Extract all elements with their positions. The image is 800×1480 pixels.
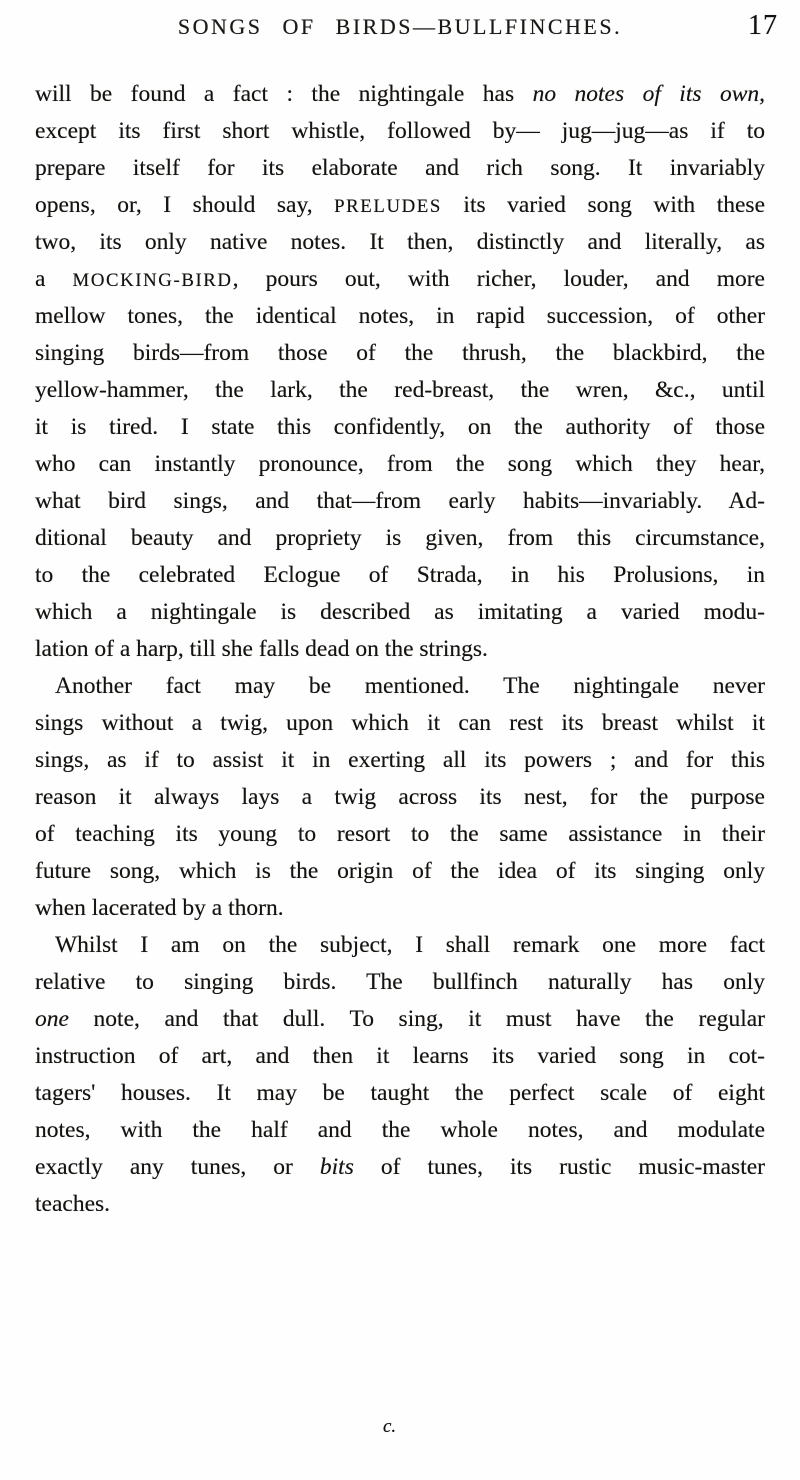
text-block <box>35 76 765 1223</box>
text-line: when lacerated by a thorn. <box>35 895 284 921</box>
text-line: Whilst I am on the subject, I shall remark one more fact <box>55 932 765 958</box>
text-line: singing birds—from those of the thrush, the blackbird, the <box>35 340 765 366</box>
paragraph <box>35 76 765 668</box>
text-line: opens, or, I should say, PRELUDES its varied song with these <box>35 192 765 218</box>
text-line: lation of a harp, till she falls dead on the strings. <box>35 636 488 662</box>
paragraph <box>35 927 765 1223</box>
text-line: who can instantly pronounce, from the song which they hear, <box>35 451 765 477</box>
signature-mark: c. <box>383 1416 397 1437</box>
text-line: Another fact may be mentioned. The nightingale never <box>55 673 765 699</box>
text-line: sings, as if to assist it in exerting all its powers ; and for this <box>35 747 765 773</box>
text-line: of teaching its young to resort to the same assistance in their <box>35 821 765 847</box>
text-line: teaches. <box>35 1191 111 1217</box>
text-line: what bird sings, and that—from early habits—invariably. Ad- <box>35 488 765 514</box>
text-line: will be found a fact : the nightingale has no notes of its own, <box>35 81 765 107</box>
text-line: one note, and that dull. To sing, it must have the regular <box>35 1006 765 1032</box>
text-line: which a nightingale is described as imitating a varied modu- <box>35 599 765 625</box>
text-line: reason it always lays a twig across its nest, for the purpose <box>35 784 765 810</box>
text-line: tagers' houses. It may be taught the perfect scale of eight <box>35 1080 765 1106</box>
text-line: future song, which is the origin of the idea of its singing only <box>35 858 765 884</box>
running-header <box>0 10 800 54</box>
text-line: exactly any tunes, or bits of tunes, its rustic music-master <box>35 1154 765 1180</box>
text-line: relative to singing birds. The bullfinch naturally has only <box>35 969 765 995</box>
text-line: it is tired. I state this confidently, on the authority of those <box>35 414 765 440</box>
text-line: sings without a twig, upon which it can rest its breast whilst it <box>35 710 765 736</box>
text-line: instruction of art, and then it learns its varied song in cot- <box>35 1043 765 1069</box>
text-line: mellow tones, the identical notes, in rapid succession, of other <box>35 303 765 329</box>
text-line: two, its only native notes. It then, distinctly and literally, as <box>35 229 765 255</box>
paragraph <box>35 668 765 927</box>
text-line: a MOCKING-BIRD, pours out, with richer, louder, and more <box>35 266 765 292</box>
text-line: prepare itself for its elaborate and rich song. It invariably <box>35 155 765 181</box>
text-line: to the celebrated Eclogue of Strada, in his Prolusions, in <box>35 562 765 588</box>
text-line: ditional beauty and propriety is given, from this circumstance, <box>35 525 765 551</box>
page-number: 17 <box>748 10 778 41</box>
running-header-title: SONGS OF BIRDS—BULLFINCHES. <box>177 14 623 39</box>
text-line: notes, with the half and the whole notes, and modulate <box>35 1117 765 1143</box>
text-line: except its first short whistle, followed by— jug—jug—as if to <box>35 118 765 144</box>
text-line: yellow-hammer, the lark, the red-breast, the wren, &c., until <box>35 377 765 403</box>
